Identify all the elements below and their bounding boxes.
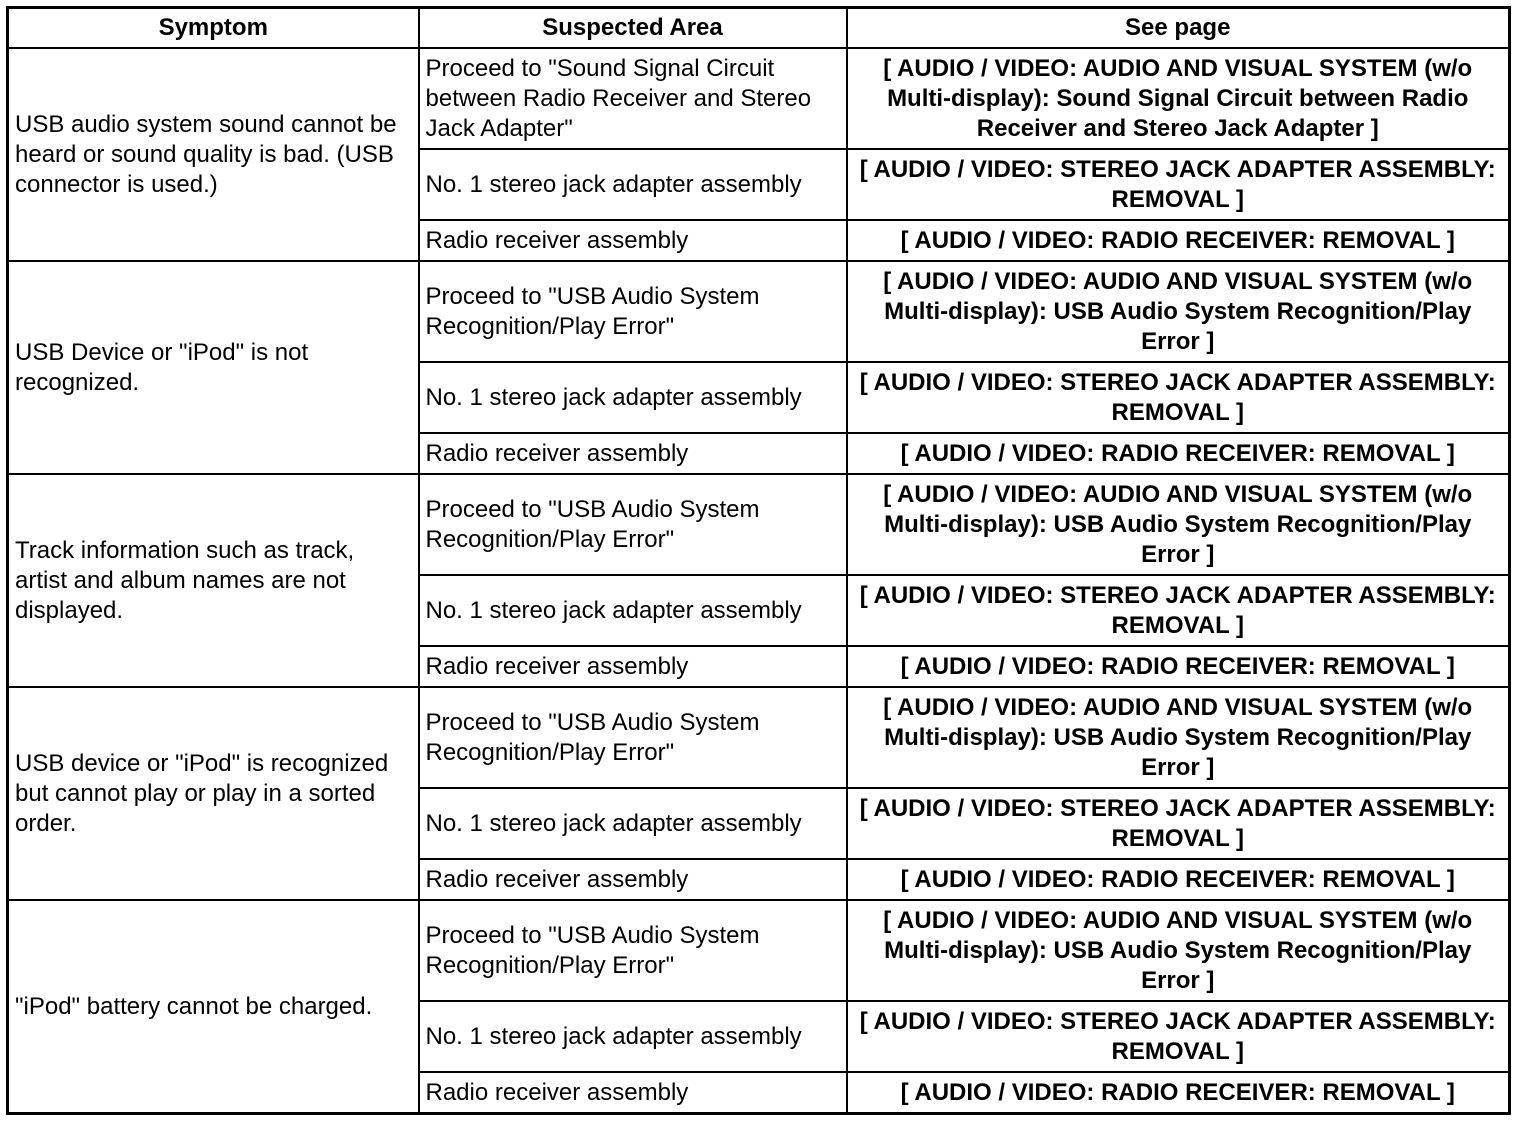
suspected-area-cell: No. 1 stereo jack adapter assembly [419,149,847,220]
header-suspected-area: Suspected Area [419,8,847,49]
suspected-area-cell: Proceed to "Sound Signal Circuit between Radio Receiver and Stereo Jack Adapter" [419,48,847,149]
suspected-area-cell: Radio receiver assembly [419,859,847,900]
see-page-link[interactable]: [ AUDIO / VIDEO: AUDIO AND VISUAL SYSTEM (w/o Multi-display): Sound Signal Circuit between Radio Receiver and Stereo Jack Adapter ] [847,48,1510,149]
see-page-link[interactable]: [ AUDIO / VIDEO: AUDIO AND VISUAL SYSTEM (w/o Multi-display): USB Audio System Recognition/Play Error ] [847,474,1510,575]
header-row [8,8,1510,49]
symptom-cell: "iPod" battery cannot be charged. [8,900,419,1114]
suspected-area-cell: Proceed to "USB Audio System Recognition/Play Error" [419,900,847,1001]
suspected-area-cell: Radio receiver assembly [419,646,847,687]
see-page-link[interactable]: [ AUDIO / VIDEO: RADIO RECEIVER: REMOVAL ] [847,1072,1510,1114]
header-symptom: Symptom [8,8,419,49]
suspected-area-cell: Proceed to "USB Audio System Recognition/Play Error" [419,261,847,362]
table-row [8,687,1510,788]
see-page-link[interactable]: [ AUDIO / VIDEO: STEREO JACK ADAPTER ASSEMBLY: REMOVAL ] [847,575,1510,646]
suspected-area-cell: No. 1 stereo jack adapter assembly [419,788,847,859]
symptom-table [6,6,1511,1115]
table-row [8,261,1510,362]
see-page-link[interactable]: [ AUDIO / VIDEO: AUDIO AND VISUAL SYSTEM (w/o Multi-display): USB Audio System Recognition/Play Error ] [847,900,1510,1001]
suspected-area-cell: Proceed to "USB Audio System Recognition/Play Error" [419,474,847,575]
see-page-link[interactable]: [ AUDIO / VIDEO: STEREO JACK ADAPTER ASSEMBLY: REMOVAL ] [847,788,1510,859]
table-row [8,900,1510,1001]
table-row [8,474,1510,575]
see-page-link[interactable]: [ AUDIO / VIDEO: STEREO JACK ADAPTER ASSEMBLY: REMOVAL ] [847,149,1510,220]
symptom-cell: USB audio system sound cannot be heard or sound quality is bad. (USB connector is used.) [8,48,419,261]
table-row [8,48,1510,149]
symptom-cell: Track information such as track, artist and album names are not displayed. [8,474,419,687]
see-page-link[interactable]: [ AUDIO / VIDEO: AUDIO AND VISUAL SYSTEM (w/o Multi-display): USB Audio System Recognition/Play Error ] [847,261,1510,362]
symptom-cell: USB Device or "iPod" is not recognized. [8,261,419,474]
see-page-link[interactable]: [ AUDIO / VIDEO: RADIO RECEIVER: REMOVAL ] [847,859,1510,900]
see-page-link[interactable]: [ AUDIO / VIDEO: RADIO RECEIVER: REMOVAL ] [847,646,1510,687]
suspected-area-cell: Radio receiver assembly [419,1072,847,1114]
see-page-link[interactable]: [ AUDIO / VIDEO: STEREO JACK ADAPTER ASSEMBLY: REMOVAL ] [847,362,1510,433]
see-page-link[interactable]: [ AUDIO / VIDEO: AUDIO AND VISUAL SYSTEM (w/o Multi-display): USB Audio System Recognition/Play Error ] [847,687,1510,788]
see-page-link[interactable]: [ AUDIO / VIDEO: RADIO RECEIVER: REMOVAL ] [847,433,1510,474]
suspected-area-cell: Radio receiver assembly [419,433,847,474]
suspected-area-cell: Radio receiver assembly [419,220,847,261]
header-see-page: See page [847,8,1510,49]
suspected-area-cell: Proceed to "USB Audio System Recognition/Play Error" [419,687,847,788]
suspected-area-cell: No. 1 stereo jack adapter assembly [419,575,847,646]
see-page-link[interactable]: [ AUDIO / VIDEO: RADIO RECEIVER: REMOVAL ] [847,220,1510,261]
see-page-link[interactable]: [ AUDIO / VIDEO: STEREO JACK ADAPTER ASSEMBLY: REMOVAL ] [847,1001,1510,1072]
suspected-area-cell: No. 1 stereo jack adapter assembly [419,1001,847,1072]
symptom-cell: USB device or "iPod" is recognized but cannot play or play in a sorted order. [8,687,419,900]
suspected-area-cell: No. 1 stereo jack adapter assembly [419,362,847,433]
